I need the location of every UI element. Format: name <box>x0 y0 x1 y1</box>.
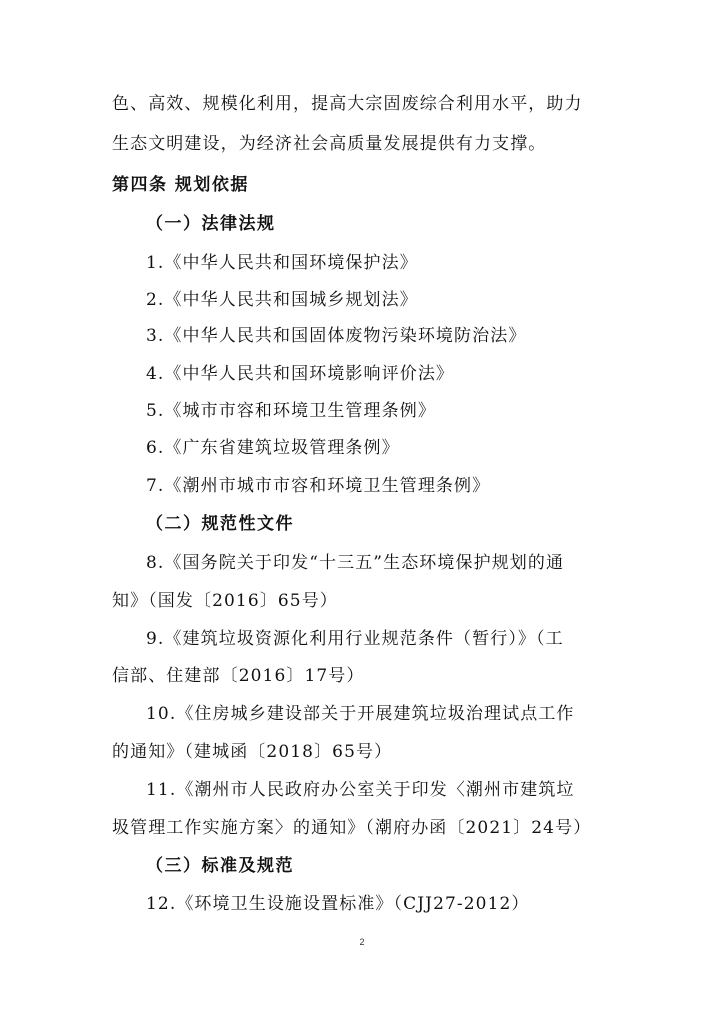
list-item: 6.《广东省建筑垃圾管理条例》 <box>146 438 400 458</box>
list-item: 4.《中华人民共和国环境影响评价法》 <box>146 364 455 384</box>
list-item: 7.《潮州市城市市容和环境卫生管理条例》 <box>146 476 491 496</box>
list-item: 5.《城市市容和环境卫生管理条例》 <box>146 401 436 421</box>
section-heading-laws: （一）法律法规 <box>146 214 276 234</box>
section-heading-documents: （二）规范性文件 <box>146 514 294 534</box>
list-item: 2.《中华人民共和国城乡规划法》 <box>146 290 418 310</box>
list-item-continuation: 知》（国发〔2016〕65号） <box>112 591 338 611</box>
list-item: 1.《中华人民共和国环境保护法》 <box>146 253 418 273</box>
intro-line-1: 色、高效、规模化利用，提高大宗固废综合利用水平，助力 <box>112 94 583 114</box>
list-item: 10.《住房城乡建设部关于开展建筑垃圾治理试点工作 <box>146 704 575 724</box>
intro-line-2: 生态文明建设，为经济社会高质量发展提供有力支撑。 <box>112 134 547 154</box>
list-item: 9.《建筑垃圾资源化利用行业规范条件（暂行）》（工 <box>146 629 564 649</box>
list-item: 8.《国务院关于印发“十三五”生态环境保护规划的通 <box>146 553 565 573</box>
article-title: 第四条 规划依据 <box>112 175 249 195</box>
list-item-continuation: 圾管理工作实施方案〉的通知》（潮府办函〔2021〕24号） <box>112 818 592 838</box>
list-item: 11.《潮州市人民政府办公室关于印发〈潮州市建筑垃 <box>146 780 575 800</box>
page-number: 2 <box>359 937 365 947</box>
list-item: 3.《中华人民共和国固体废物污染环境防治法》 <box>146 326 527 346</box>
section-heading-standards: （三）标准及规范 <box>146 856 294 876</box>
list-item-continuation: 信部、住建部〔2016〕17号） <box>112 666 365 686</box>
list-item-continuation: 的通知》（建城函〔2018〕65号） <box>112 742 393 762</box>
list-item: 12.《环境卫生设施设置标准》（CJJ27-2012） <box>146 894 530 914</box>
